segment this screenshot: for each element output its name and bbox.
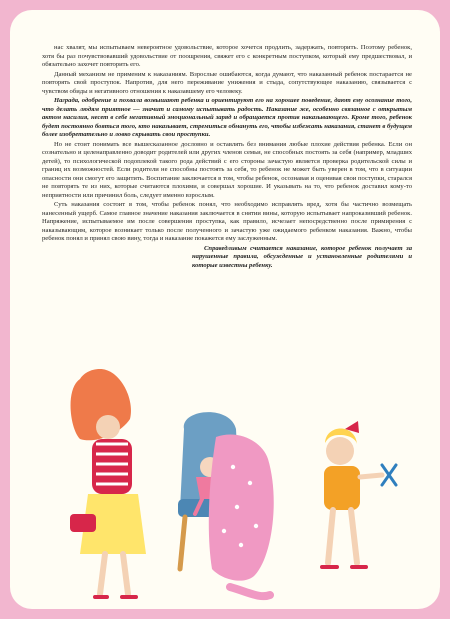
paragraph-2: Данный механизм не применим к наказаниям. Взрослые ошибаются, когда думают, что наказанный ребенок постарается не повторять свой проступок. Напротив, для него переживание унижения и стыда, сопутствующее наказанию, связывается с чувством обиды и негативного отношения к наказавшему его человеку.	[42, 70, 412, 95]
girl-illustration	[322, 421, 396, 567]
paragraph-1: нас хвалят, мы испытываем невероятное удовольствие, которое хочется продлить, задержать, повторить. Поэтому ребенок, хотя бы раз почувствовавший удовольствие от поощрения, свяжет его с конкретным поступком, который ему предшествовал, и обязательно захочет повторить его.	[42, 44, 412, 68]
fabric-illustration	[209, 434, 274, 596]
paragraph-3: Награда, одобрение и похвала возвышают ребенка и ориентируют его на хорошее поведение, дают ему осознание того, что делать людям приятное — значит и самому испытывать радость. Наказание же, особенно связанное с открытым актом насилия, несет в себе негативный эмоциональный заряд и обращается против наказывающего. Кроме того, ребенок будет постоянно бояться того, кто наказывает, стремиться обмануть его, чтобы избежать наказания, станет в будущем более изобретательно и ловко скрывать свои проступки.	[42, 97, 412, 138]
article-text	[42, 44, 412, 271]
page	[10, 10, 440, 609]
paragraph-6: Справедливым считается наказание, которое ребенок получает за нарушенные правила, обсужденные и установленные родителями и которые известны ребенку.	[192, 244, 412, 269]
paragraph-4: Но не стоит понимать все вышесказанное дословно и оставлять без внимания любые плохие действия ребенка. Если он сознательно и целенаправленно доводит родителей или других членов семьи, не способных постоять за себя (например, младших детей), то психологической подоплекой такого рода действий с его стороны зачастую является проверка родительской силы и границ их возможностей. Если родители не способны постоять за себя, то ребенок не может быть уверен в том, что в ситуации опасности они смогут его защитить. Воспитание заключается в том, чтобы ребенок, осознавая и оценивая свои поступки, старался не повторять те из них, которые считаются плохими, и совершал хорошие. И указывать на то, что ребенок доставил кому-то неприятности или причинил боль, следует именно взрослым.	[42, 140, 412, 199]
illustration	[10, 349, 440, 609]
woman-illustration	[70, 369, 146, 597]
paragraph-5: Суть наказания состоит в том, чтобы ребенок понял, что необходимо исправлять вред, хотя бы частично возмещать нанесенный ущерб. Самое главное значение наказания заключается в снятии вины, которую испытывает напроказивший ребенок. Напряжение, испытываемое им после совершения проступка, как правило, исчезает непосредственно после примирения с наказывающим, которое возникает только после полученного и зачастую уже ожидаемого ребенком наказания. Важно, чтобы ребенок понял и принял свою вину, тогда и наказание покажется ему заслуженным.	[42, 201, 412, 242]
